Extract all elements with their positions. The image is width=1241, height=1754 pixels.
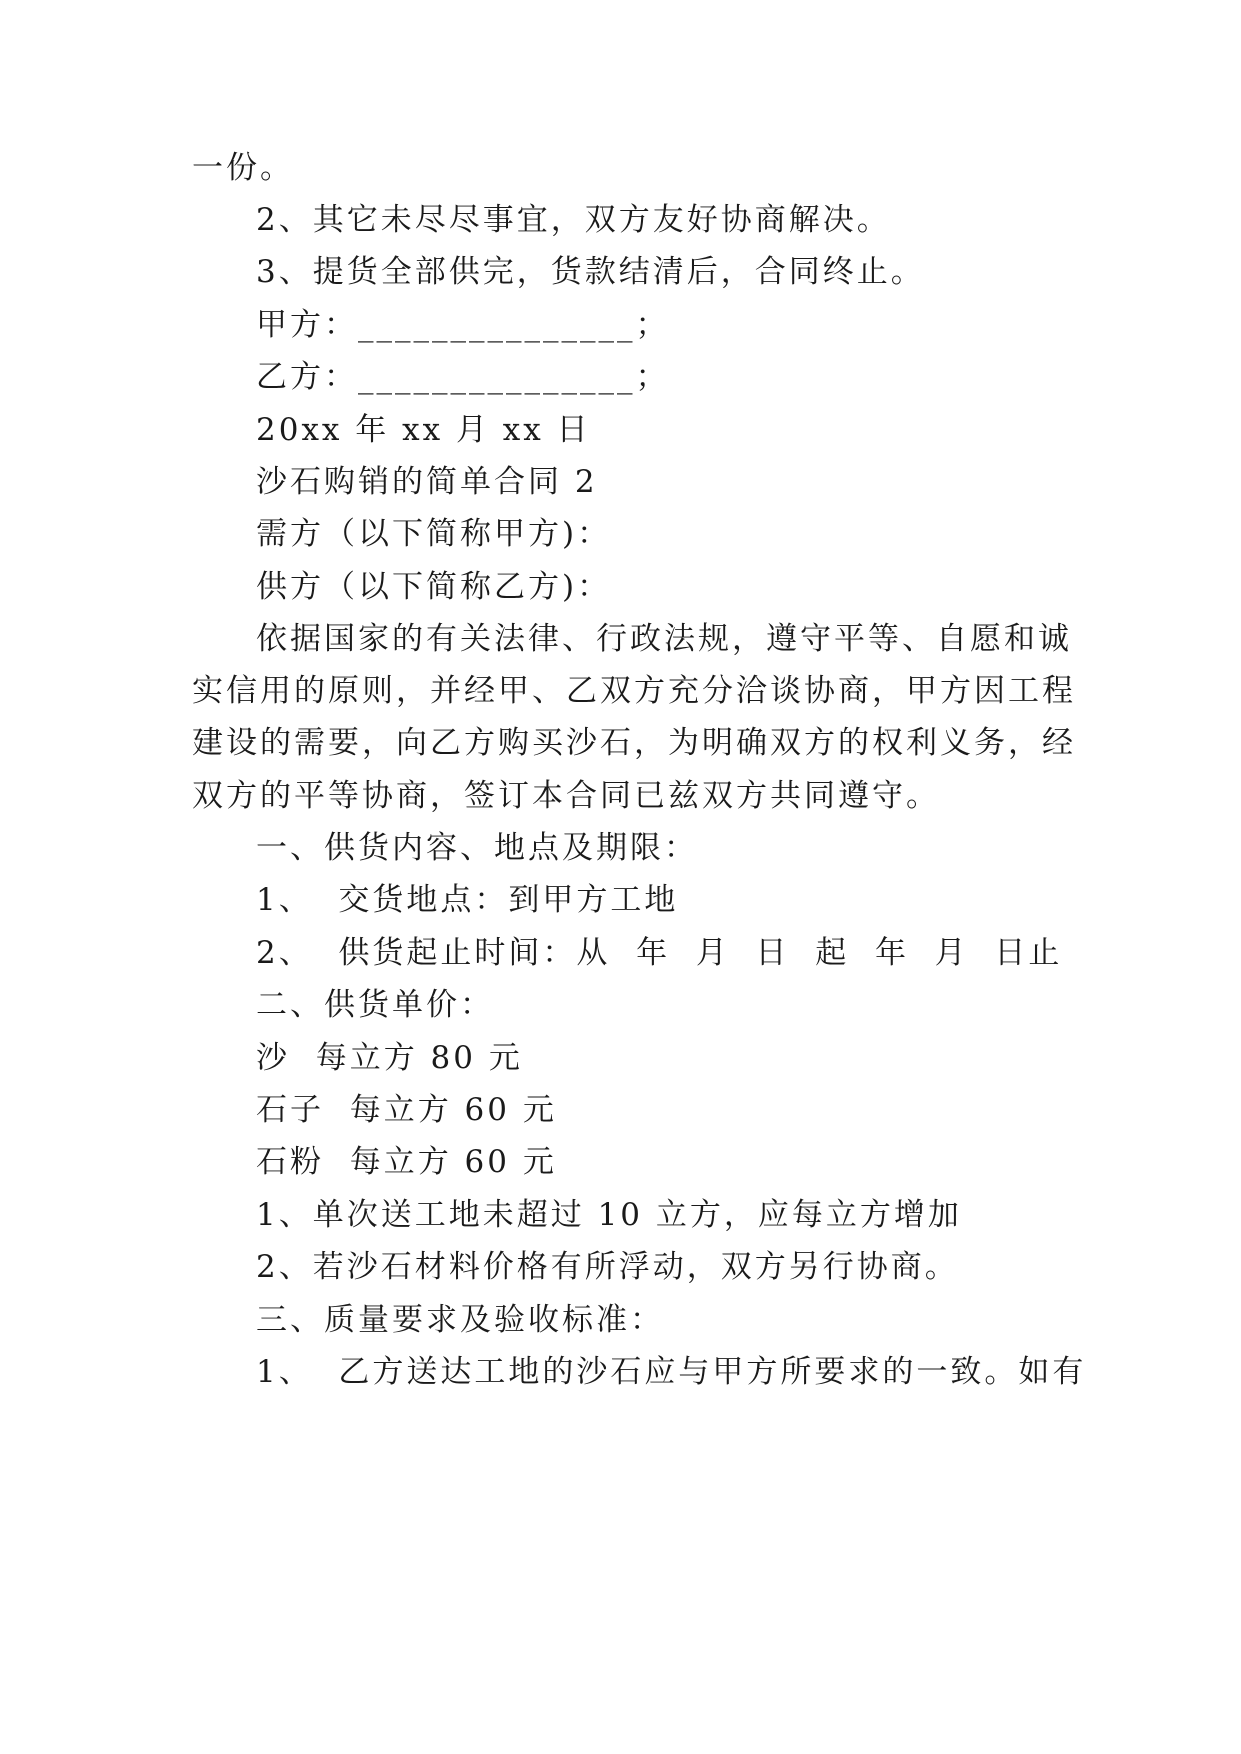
paragraph-line: 实信用的原则，并经甲、乙双方充分洽谈协商，甲方因工程 — [192, 673, 1076, 709]
signature-line-party-a: 甲方：_______________； — [256, 307, 670, 343]
text-line: 需方（以下简称甲方)： — [256, 516, 612, 552]
clause-item: 2、若沙石材料价格有所浮动，双方另行协商。 — [256, 1249, 959, 1285]
text-line: 供方（以下简称乙方)： — [256, 569, 612, 605]
paragraph-line: 双方的平等协商，签订本合同已兹双方共同遵守。 — [192, 778, 940, 814]
price-item: 石子 每立方 60 元 — [256, 1092, 557, 1128]
clause-heading: 三、质量要求及验收标准： — [256, 1302, 664, 1338]
signature-line-party-b: 乙方：_______________； — [256, 359, 670, 395]
clause-item: 1、 交货地点：到甲方工地 — [256, 882, 679, 918]
paragraph-line: 建设的需要，向乙方购买沙石，为明确双方的权利义务，经 — [192, 725, 1076, 761]
clause-item: 2、 供货起止时间：从 年 月 日 起 年 月 日止 — [256, 935, 1063, 971]
price-item: 石粉 每立方 60 元 — [256, 1144, 557, 1180]
text-line: 2、其它未尽尽事宜，双方友好协商解决。 — [256, 202, 891, 238]
clause-item: 1、 乙方送达工地的沙石应与甲方所要求的一致。如有 — [256, 1354, 1087, 1390]
price-item: 沙 每立方 80 元 — [256, 1040, 523, 1076]
text-line: 一份。 — [192, 150, 294, 186]
date-line: 20xx 年 xx 月 xx 日 — [256, 412, 591, 448]
clause-heading: 一、供货内容、地点及期限： — [256, 830, 698, 866]
section-title: 沙石购销的简单合同 2 — [256, 464, 598, 500]
clause-heading: 二、供货单价： — [256, 987, 494, 1023]
paragraph-line: 依据国家的有关法律、行政法规，遵守平等、自愿和诚 — [256, 621, 1072, 657]
clause-item: 1、单次送工地未超过 10 立方，应每立方增加 — [256, 1197, 962, 1233]
text-line: 3、提货全部供完，货款结清后，合同终止。 — [256, 254, 925, 290]
